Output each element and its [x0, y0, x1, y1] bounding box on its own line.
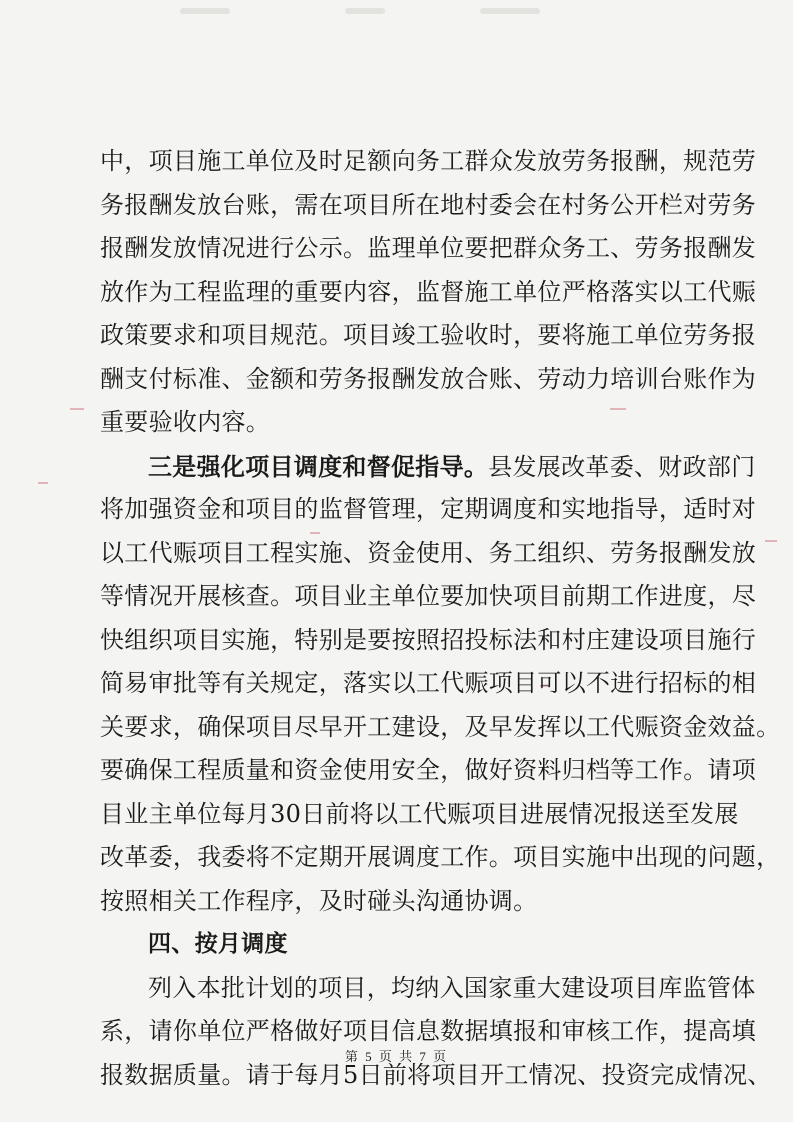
body-text — [100, 140, 781, 1097]
text-line: 快组织项目实施，特别是要按照招投标法和村庄建设项目施行 — [100, 625, 757, 654]
scan-smudge — [180, 8, 230, 14]
text-line: 放作为工程监理的重要内容，监督施工单位严格落实以工代赈 — [100, 277, 757, 306]
text-line: 政策要求和项目规范。项目竣工验收时，要将施工单位劳务报 — [100, 321, 757, 349]
text-line: 中，项目施工单位及时足额向务工群众发放劳务报酬，规范劳 — [100, 147, 757, 175]
text-line: 务报酬发放台账，需在项目所在地村委会在村务公开栏对劳务 — [100, 190, 757, 219]
text-line: 报数据质量。请于每月5日前将项目开工情况、投资完成情况、 — [100, 1060, 772, 1089]
text-line — [100, 445, 756, 489]
page-number-footer: 第 5 页 共 7 页 — [344, 1049, 449, 1064]
section-heading: 四、按月调度 — [148, 931, 288, 957]
text-line: 系，请你单位严格做好项目信息数据填报和审核工作，提高填 — [100, 1017, 757, 1045]
text-line: 列入本批计划的项目，均纳入国家重大建设项目库监管体 — [148, 973, 756, 1002]
paragraph-wage-payment — [100, 140, 757, 445]
text-line: 将加强资金和项目的监督管理，定期调度和实地指导，适时对 — [100, 495, 757, 523]
paragraph-lead: 三是强化项目调度和督促指导。 — [148, 451, 489, 481]
text-line: 以工代赈项目工程实施、资金使用、务工组织、劳务报酬发放 — [100, 538, 757, 567]
text-line: 酬支付标准、金额和劳务报酬发放合账、劳动力培训台账作为 — [100, 364, 757, 393]
paragraph-monthly-scheduling — [100, 967, 772, 1098]
text-line: 改革委，我委将不定期开展调度工作。项目实施中出现的问题， — [100, 843, 781, 871]
text-line: 等情况开展核查。项目业主单位要加快项目前期工作进度，尽 — [100, 582, 757, 610]
text-line: 目业主单位每月30日前将以工代赈项目进展情况报送至发展 — [100, 799, 739, 828]
scan-mark — [38, 482, 48, 484]
text-line: 要确保工程质量和资金使用安全，做好资料归档等工作。请项 — [100, 756, 757, 784]
paragraph-scheduling — [100, 445, 781, 924]
text-line: 简易审批等有关规定，落实以工代赈项目可以不进行招标的相 — [100, 669, 757, 697]
text-line: 按照相关工作程序，及时碰头沟通协调。 — [100, 886, 538, 915]
scan-mark — [70, 408, 84, 410]
text-line: 关要求，确保项目尽早开工建设，及早发挥以工代赈资金效益。 — [100, 712, 781, 741]
text-line: 重要验收内容。 — [100, 408, 271, 436]
paragraph-lead-rest: 县发展改革委、财政部门 — [488, 452, 756, 481]
text-line: 报酬发放情况进行公示。监理单位要把群众务工、劳务报酬发 — [100, 234, 757, 262]
scan-mark — [765, 540, 777, 542]
scan-smudge — [480, 8, 540, 14]
scan-smudge — [345, 8, 385, 14]
